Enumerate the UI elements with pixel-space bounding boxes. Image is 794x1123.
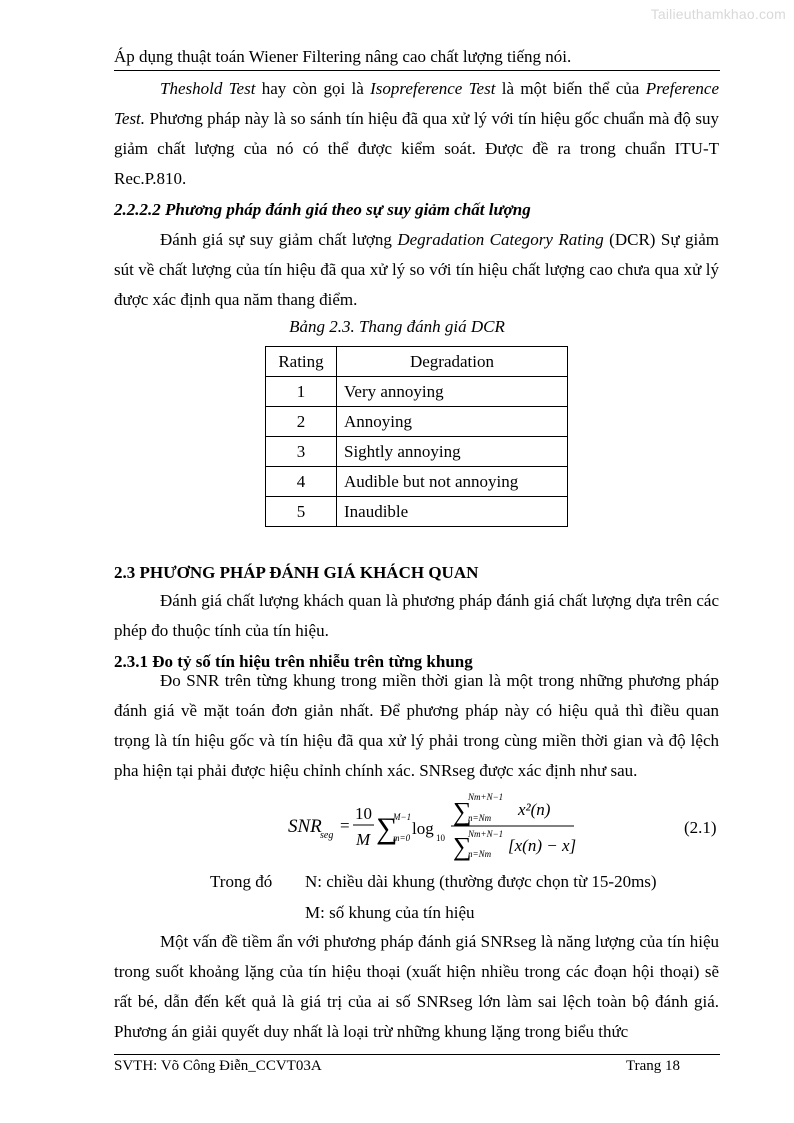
- footer-page-number: Trang 18: [626, 1058, 681, 1074]
- eq-sum-symbol: ∑: [453, 797, 472, 826]
- cell-rating: 4: [266, 467, 337, 497]
- eq-sum-symbol: ∑: [453, 832, 472, 861]
- eq-sum3-top: Nm+N−1: [468, 829, 504, 839]
- equation-number: (2.1): [684, 818, 717, 837]
- cell-rating: 1: [266, 377, 337, 407]
- table-header-row: [266, 347, 568, 377]
- section-heading-2-3: 2.3 PHƯƠNG PHÁP ĐÁNH GIÁ KHÁCH QUAN: [114, 563, 479, 582]
- table-row: [266, 377, 568, 407]
- eq-coef-den: M: [356, 830, 371, 849]
- eq-sum-symbol: ∑: [376, 812, 398, 845]
- term-preference-test: Preference Test.: [114, 79, 719, 128]
- definition-m: M: số khung của tín hiệu: [305, 903, 475, 922]
- table-row: [266, 497, 568, 527]
- cell-degradation: Annoying: [337, 407, 568, 437]
- table-row: [266, 407, 568, 437]
- header-rating: Rating: [266, 347, 337, 377]
- watermark: Tailieuthamkhao.com: [650, 6, 786, 22]
- paragraph-objective-eval: Đánh giá chất lượng khách quan là phương pháp đánh giá chất lượng dựa trên các phép đo thuộc tính của tín hiệu.: [114, 591, 719, 640]
- text: Phương pháp này là so sánh tín hiệu đã qua xử lý với tín hiệu gốc chuẩn mà độ suy giảm chất lượng của nó có thể được kiểm soát. Được đề ra trong chuẩn ITU-T Rec.P.810.: [114, 109, 719, 188]
- text: Đánh giá sự suy giảm chất lượng: [160, 230, 398, 249]
- term-threshold-test: Theshold Test: [160, 79, 256, 98]
- snrseg-equation: [288, 786, 588, 862]
- dcr-table: [265, 346, 568, 527]
- eq-sum1-bot: m=0: [393, 833, 411, 843]
- eq-lhs-sub: seg: [320, 830, 334, 841]
- text: (DCR) Sự giảm sút về chất lượng của tín hiệu đã qua xử lý so với tín hiệu chất lượng cao chưa qua xử lý được xác định qua năm thang điểm.: [114, 230, 719, 309]
- cell-rating: 2: [266, 407, 337, 437]
- paragraph-snrseg-issue: Một vấn đề tiềm ẩn với phương pháp đánh giá SNRseg là năng lượng của tín hiệu trong suốt khoảng lặng của tín hiệu thoại (xuất hiện nhiều trong các đoạn hội thoại) sẽ rất bé, dẫn đến kết quả là giá trị của ai số SNRseg lớn làm sai lệch toàn bộ đánh giá. Phương án giải quyết duy nhất là loại trừ những khung lặng trong biểu thức: [114, 932, 719, 1041]
- eq-log: log: [412, 819, 434, 838]
- eq-equals: =: [340, 816, 350, 835]
- term-degradation-category-rating: Degradation Category Rating: [397, 230, 604, 249]
- cell-rating: 5: [266, 497, 337, 527]
- cell-degradation: Audible but not annoying: [337, 467, 568, 497]
- paragraph-dcr: [114, 225, 719, 315]
- table-caption: Bảng 2.3. Thang đánh giá DCR: [289, 317, 505, 336]
- eq-sum3-bot: n=Nm: [468, 849, 492, 859]
- eq-sum1-top: M−1: [393, 812, 412, 822]
- header-degradation: Degradation: [337, 347, 568, 377]
- table-row: [266, 437, 568, 467]
- eq-lhs: SNR: [288, 816, 322, 837]
- section-heading-2-2-2-2: 2.2.2.2 Phương pháp đánh giá theo sự suy giảm chất lượng: [114, 200, 531, 219]
- text: hay còn gọi là: [255, 79, 371, 98]
- footer-author: SVTH: Võ Công Điễn_CCVT03A: [114, 1058, 322, 1074]
- term-isopreference-test: Isopreference Test: [370, 79, 496, 98]
- paragraph-threshold-test: [114, 74, 719, 194]
- paragraph-snr: Đo SNR trên từng khung trong miền thời gian là một trong những phương pháp đánh giá về mặt toán đơn giản nhất. Để phương pháp này có hiệu quả thì điều quan trọng là tín hiệu gốc và tín hiệu đã qua xử lý phải trong cùng miền thời gian và độ lệch pha hiện tại phải được hiệu chỉnh chính xác. SNRseg được xác định như sau.: [114, 671, 719, 780]
- text: là một biến thể của: [495, 79, 646, 98]
- footer-divider: [114, 1054, 720, 1055]
- eq-sum2-top: Nm+N−1: [468, 792, 504, 802]
- cell-degradation: Sightly annoying: [337, 437, 568, 467]
- cell-rating: 3: [266, 437, 337, 467]
- eq-denominator-term: [x(n) − x]: [508, 836, 577, 855]
- cell-degradation: Inaudible: [337, 497, 568, 527]
- table-row: [266, 467, 568, 497]
- definitions-lead: Trong đó: [210, 872, 273, 891]
- cell-degradation: Very annoying: [337, 377, 568, 407]
- running-header: Áp dụng thuật toán Wiener Filtering nâng cao chất lượng tiếng nói.: [114, 46, 720, 71]
- eq-numerator-term: x²(n): [518, 800, 551, 819]
- eq-log-base: 10: [436, 833, 445, 843]
- definition-n: N: chiều dài khung (thường được chọn từ 15-20ms): [305, 872, 657, 891]
- section-heading-2-3-1: 2.3.1 Đo tỷ số tín hiệu trên nhiễu trên từng khung: [114, 652, 473, 671]
- eq-sum2-bot: n=Nm: [468, 813, 492, 823]
- eq-coef-num: 10: [355, 804, 372, 823]
